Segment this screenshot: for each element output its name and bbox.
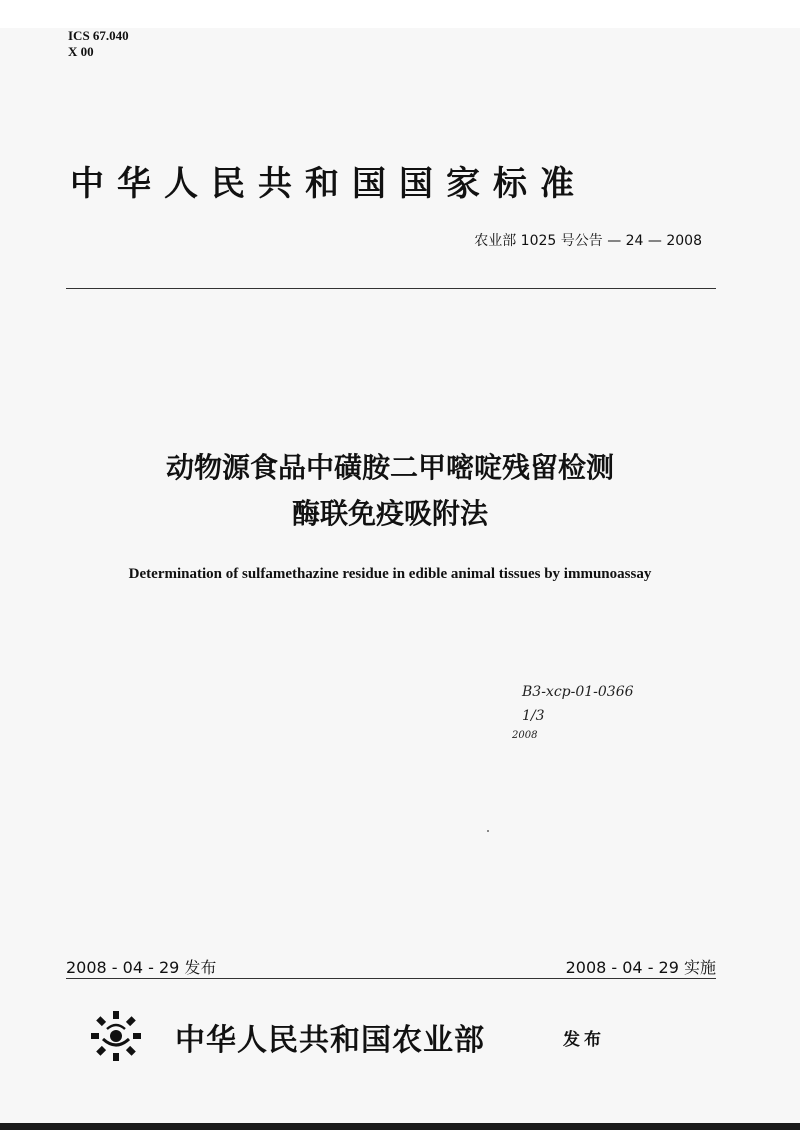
effective-date: 2008 - 04 - 29 实施	[565, 958, 716, 977]
standard-title: 中华人民共和国国家标准	[70, 164, 587, 204]
classification-codes	[68, 28, 129, 60]
handwritten-note-line2: 1/3	[522, 708, 545, 724]
document-title-line2: 酶联免疫吸附法	[291, 497, 488, 530]
footer-divider	[66, 978, 716, 979]
issuer-suffix: 发布	[563, 1030, 605, 1050]
scan-top-margin	[0, 0, 800, 28]
handwritten-note-line1: B3-xcp-01-0366	[522, 684, 634, 700]
ministry-emblem-icon	[85, 1005, 147, 1067]
scan-bottom-edge	[0, 1123, 800, 1130]
issuer-block	[85, 1005, 705, 1065]
class-code: X 00	[68, 44, 94, 59]
handwritten-note-line3: 2008	[512, 730, 538, 741]
issuer-name: 中华人民共和国农业部	[175, 1023, 485, 1058]
header-divider	[66, 288, 716, 289]
scan-speck	[487, 830, 489, 832]
document-title-en: Determination of sulfamethazine residue in edible animal tissues by immunoassay	[128, 566, 652, 582]
ics-code: ICS 67.040	[68, 28, 129, 43]
handwritten-note	[510, 680, 680, 750]
document-title-cn	[0, 445, 780, 537]
issue-date: 2008 - 04 - 29 发布	[66, 958, 217, 977]
standard-number: 农业部 1025 号公告 — 24 — 2008	[474, 233, 702, 249]
document-title-line1: 动物源食品中磺胺二甲嘧啶残留检测	[165, 451, 614, 484]
